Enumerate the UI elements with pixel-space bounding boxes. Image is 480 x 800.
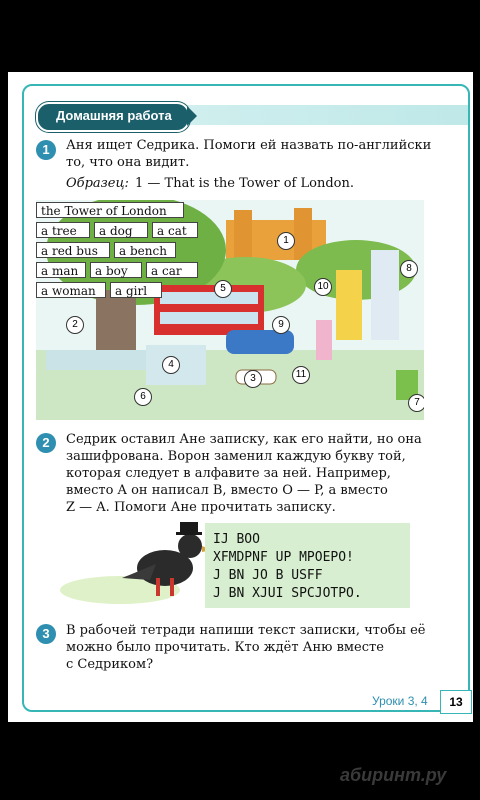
task-2-line-4: вместо A он написал B, вместо O — P, а вместо <box>66 483 388 498</box>
callout-6: 6 <box>134 388 152 406</box>
note-line-3: J BN JO B USFF <box>213 568 323 583</box>
word-car: a car <box>146 262 198 278</box>
task-3-line-2: можно было прочитать. Кто ждёт Аню вместе <box>66 640 384 655</box>
task-1-text-line-2: то, что она видит. <box>66 155 190 170</box>
word-red-bus: a red bus <box>36 242 110 258</box>
note-line-2: XFMDPNF UP MPOEPO! <box>213 550 354 565</box>
note-line-1: IJ BOO <box>213 532 260 547</box>
callout-9: 9 <box>272 316 290 334</box>
homework-header <box>36 102 190 132</box>
task-3-line-1: В рабочей тетради напиши текст записки, чтобы её <box>66 623 426 638</box>
callout-11: 11 <box>292 366 310 384</box>
header-arrow-icon <box>187 106 197 126</box>
task-2-line-2: зашифрована. Ворон заменил каждую букву той, <box>66 449 406 464</box>
task-1-text-line-1: Аня ищет Седрика. Помоги ей назвать по-английски <box>66 138 432 153</box>
word-tree: a tree <box>36 222 90 238</box>
task-2-line-5: Z — A. Помоги Ане прочитать записку. <box>66 500 336 515</box>
callout-3: 3 <box>244 370 262 388</box>
task-2-line-1: Седрик оставил Ане записку, как его найти, но она <box>66 432 422 447</box>
callout-1: 1 <box>277 232 295 250</box>
raven-illustration <box>60 518 210 608</box>
word-man: a man <box>36 262 86 278</box>
word-girl: a girl <box>110 282 162 298</box>
callout-8: 8 <box>400 260 418 278</box>
word-boy: a boy <box>90 262 142 278</box>
callout-4: 4 <box>162 356 180 374</box>
task-2-number: 2 <box>36 433 56 453</box>
task-2-line-3: которая следует в алфавите за ней. Например, <box>66 466 391 481</box>
word-dog: a dog <box>94 222 148 238</box>
page-number: 13 <box>440 690 472 714</box>
callout-2: 2 <box>66 316 84 334</box>
callout-5: 5 <box>214 280 232 298</box>
word-tower: the Tower of London <box>36 202 184 218</box>
note-line-4: J BN XJUI SPCJOTPO. <box>213 586 362 601</box>
callout-10: 10 <box>314 278 332 296</box>
word-bench: a bench <box>114 242 176 258</box>
word-woman: a woman <box>36 282 106 298</box>
cipher-note <box>205 523 410 608</box>
example-text: 1 — That is the Tower of London. <box>135 176 354 191</box>
word-cat: a cat <box>152 222 198 238</box>
task-3-line-3: с Седриком? <box>66 657 154 672</box>
homework-header-label: Домашняя работа <box>56 108 172 123</box>
task-1-number: 1 <box>36 140 56 160</box>
example-label: Образец: <box>66 176 129 191</box>
lesson-label: Уроки 3, 4 <box>372 694 428 708</box>
watermark: абиринт.ру <box>340 765 447 785</box>
task-3-number: 3 <box>36 624 56 644</box>
callout-7: 7 <box>408 394 424 412</box>
